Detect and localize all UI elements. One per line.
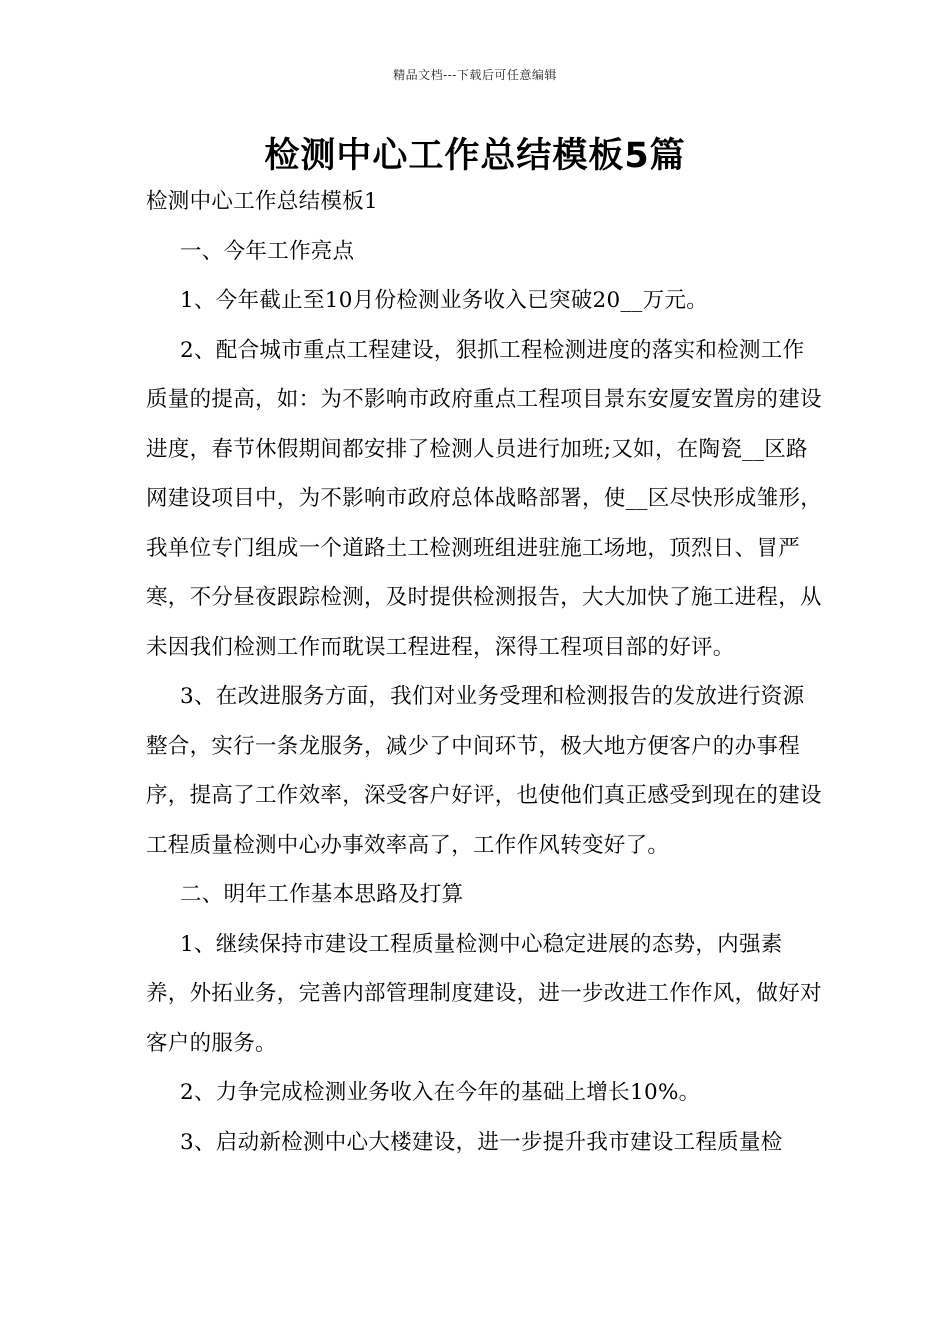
- paragraph: 1、继续保持市建设工程质量检测中心稳定进展的态势，内强素养，外拓业务，完善内部管理制度建设，进一步改进工作作风，做好对客户的服务。: [146, 931, 822, 1056]
- paragraph: 1、今年截止至10月份检测业务收入已突破20__万元。: [180, 288, 708, 313]
- header-note: 精品文档---下载后可任意编辑: [393, 68, 557, 82]
- paragraph: 2、力争完成检测业务收入在今年的基础上增长10%。: [180, 1080, 701, 1105]
- paragraph: 2、配合城市重点工程建设，狠抓工程检测进度的落实和检测工作质量的提高，如：为不影响市政府重点工程项目景东安厦安置房的建设进度，春节休假期间都安排了检测人员进行加班;又如，在陶瓷__区路网建设项目中，为不影响市政府总体战略部署，使__区尽快形成雏形，我单位专门组成一个道路土工检测班组进驻施工场地，顶烈日、冒严寒，不分昼夜跟踪检测，及时提供检测报告，大大加快了施工进程，从未因我们检测工作而耽误工程进程，深得工程项目部的好评。: [146, 337, 823, 660]
- paragraph: 3、启动新检测中心大楼建设，进一步提升我市建设工程质量检: [180, 1129, 783, 1155]
- section-subtitle: 检测中心工作总结模板1: [146, 189, 378, 214]
- section-heading: 二、明年工作基本思路及打算: [180, 882, 464, 907]
- document-title: 检测中心工作总结模板5篇: [264, 136, 686, 176]
- document-body: [146, 177, 826, 1167]
- section-heading: 一、今年工作亮点: [180, 238, 355, 264]
- paragraph: 3、在改进服务方面，我们对业务受理和检测报告的发放进行资源整合，实行一条龙服务，减少了中间环节，极大地方便客户的办事程序，提高了工作效率，深受客户好评，也使他们真正感受到现在的建设工程质量检测中心办事效率高了，工作作风转变好了。: [146, 684, 822, 858]
